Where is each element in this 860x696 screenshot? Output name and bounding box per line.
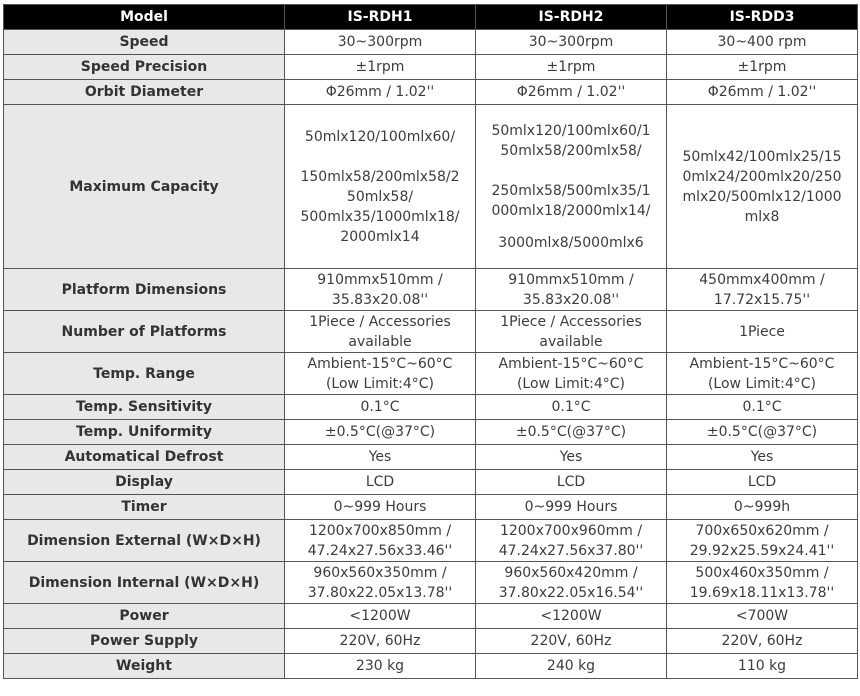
cell-rdd3: Φ26mm / 1.02'': [667, 80, 858, 105]
cell-line: 50mlx120/100mlx60/1: [491, 122, 651, 139]
row-timer: [4, 495, 858, 520]
cell-line: 3000mlx8/5000mlx6: [498, 234, 644, 251]
cell-rdh2: [476, 269, 667, 311]
cell-rdd3: 1Piece: [667, 311, 858, 353]
cell-rdh1: <1200W: [285, 604, 476, 629]
spec-table: [3, 4, 858, 679]
cell-rdh2: [476, 562, 667, 604]
cell-rdh2: LCD: [476, 470, 667, 495]
cell-line: 960x560x350mm /: [313, 564, 447, 581]
cell-rdh2: Yes: [476, 445, 667, 470]
row-label: Automatical Defrost: [4, 445, 285, 470]
row-speed-precision: [4, 55, 858, 80]
cell-line: 47.24x27.56x33.46'': [307, 542, 453, 559]
header-row: [4, 5, 858, 30]
cell-line: 000mlx18/2000mlx14/: [491, 202, 651, 219]
cell-line: (Low Limit:4°C): [707, 375, 817, 392]
cell-rdd3: ±1rpm: [667, 55, 858, 80]
cell-line: 250mlx58/500mlx35/1: [491, 182, 651, 199]
row-label: Platform Dimensions: [4, 269, 285, 311]
cell-line: 17.72x15.75'': [713, 291, 811, 308]
cell-rdh2: [476, 311, 667, 353]
cell-rdd3: [667, 562, 858, 604]
cell-line: 50mlx120/100mlx60/: [304, 128, 456, 145]
cell-line: mlx20/500mlx12/1000: [682, 188, 842, 205]
cell-line: 0mlx24/200mlx20/250: [682, 168, 842, 185]
row-temp-sensitivity: [4, 395, 858, 420]
cell-line: 450mmx400mm /: [699, 271, 825, 288]
cell-rdh1: [285, 105, 476, 269]
row-label: Temp. Range: [4, 353, 285, 395]
cell-rdh2: 0~999 Hours: [476, 495, 667, 520]
cell-rdh1: [285, 311, 476, 353]
row-automatical-defrost: [4, 445, 858, 470]
cell-rdh1: 0.1°C: [285, 395, 476, 420]
cell-line: 29.92x25.59x24.41'': [689, 542, 835, 559]
cell-rdh1: Φ26mm / 1.02'': [285, 80, 476, 105]
header-model-label: Model: [4, 5, 285, 30]
cell-line: available: [348, 333, 412, 350]
row-label: Number of Platforms: [4, 311, 285, 353]
row-speed: [4, 30, 858, 55]
cell-rdd3: Yes: [667, 445, 858, 470]
row-label: Temp. Sensitivity: [4, 395, 285, 420]
cell-rdd3: [667, 520, 858, 562]
header-model-rdh2: IS-RDH2: [476, 5, 667, 30]
row-label: Display: [4, 470, 285, 495]
row-label: Maximum Capacity: [4, 105, 285, 269]
cell-rdd3: 110 kg: [667, 654, 858, 679]
cell-rdd3: 30~400 rpm: [667, 30, 858, 55]
cell-rdh1: ±1rpm: [285, 55, 476, 80]
row-platform-dimensions: [4, 269, 858, 311]
row-orbit-diameter: [4, 80, 858, 105]
cell-rdh1: 230 kg: [285, 654, 476, 679]
cell-line: 47.24x27.56x37.80'': [498, 542, 644, 559]
row-label: Timer: [4, 495, 285, 520]
row-maximum-capacity: [4, 105, 858, 269]
row-temp-uniformity: [4, 420, 858, 445]
cell-line: 910mmx510mm /: [317, 271, 443, 288]
row-dimension-external: [4, 520, 858, 562]
cell-line: Ambient-15°C~60°C: [307, 355, 453, 372]
cell-line: 37.80x22.05x13.78'': [307, 584, 453, 601]
cell-rdh2: [476, 105, 667, 269]
cell-rdh2: 30~300rpm: [476, 30, 667, 55]
row-label: Speed Precision: [4, 55, 285, 80]
cell-line: Ambient-15°C~60°C: [689, 355, 835, 372]
row-label: Dimension Internal (W×D×H): [4, 562, 285, 604]
cell-line: 2000mlx14: [340, 228, 420, 245]
cell-line: 500mlx35/1000mlx18/: [300, 208, 460, 225]
header-model-rdh1: IS-RDH1: [285, 5, 476, 30]
cell-rdh1: [285, 520, 476, 562]
cell-rdd3: 220V, 60Hz: [667, 629, 858, 654]
cell-line: 700x650x620mm /: [695, 522, 829, 539]
row-power-supply: [4, 629, 858, 654]
cell-line: 1200x700x960mm /: [499, 522, 643, 539]
cell-line: 35.83x20.08'': [331, 291, 429, 308]
cell-line: (Low Limit:4°C): [516, 375, 626, 392]
cell-rdh1: ±0.5°C(@37°C): [285, 420, 476, 445]
row-label: Power Supply: [4, 629, 285, 654]
cell-rdh2: ±0.5°C(@37°C): [476, 420, 667, 445]
cell-rdh2: 220V, 60Hz: [476, 629, 667, 654]
cell-line: 50mlx58/200mlx58/: [500, 142, 642, 159]
cell-line: 35.83x20.08'': [522, 291, 620, 308]
cell-rdh1: [285, 562, 476, 604]
cell-rdd3: [667, 269, 858, 311]
cell-rdh2: Φ26mm / 1.02'': [476, 80, 667, 105]
cell-line: mlx8: [744, 208, 780, 225]
row-weight: [4, 654, 858, 679]
row-temp-range: [4, 353, 858, 395]
row-label: Temp. Uniformity: [4, 420, 285, 445]
cell-line: available: [539, 333, 603, 350]
cell-rdh1: [285, 269, 476, 311]
cell-rdh1: 220V, 60Hz: [285, 629, 476, 654]
header-model-rdd3: IS-RDD3: [667, 5, 858, 30]
cell-rdh2: 0.1°C: [476, 395, 667, 420]
cell-rdh2: [476, 520, 667, 562]
row-label: Power: [4, 604, 285, 629]
cell-line: 50mlx42/100mlx25/15: [682, 148, 842, 165]
cell-line: 150mlx58/200mlx58/2: [300, 168, 460, 185]
cell-rdd3: 0.1°C: [667, 395, 858, 420]
cell-rdh2: [476, 353, 667, 395]
cell-rdh2: 240 kg: [476, 654, 667, 679]
row-label: Orbit Diameter: [4, 80, 285, 105]
cell-rdd3: [667, 353, 858, 395]
cell-line: 910mmx510mm /: [508, 271, 634, 288]
cell-rdh1: 30~300rpm: [285, 30, 476, 55]
cell-line: 19.69x18.11x13.78'': [689, 584, 835, 601]
cell-line: 37.80x22.05x16.54'': [498, 584, 644, 601]
cell-rdh1: 0~999 Hours: [285, 495, 476, 520]
row-display: [4, 470, 858, 495]
cell-line: 1Piece / Accessories: [500, 313, 642, 330]
cell-rdd3: ±0.5°C(@37°C): [667, 420, 858, 445]
row-label: Dimension External (W×D×H): [4, 520, 285, 562]
cell-line: 50mlx58/: [346, 188, 414, 205]
row-dimension-internal: [4, 562, 858, 604]
cell-rdh2: ±1rpm: [476, 55, 667, 80]
cell-rdh1: Yes: [285, 445, 476, 470]
cell-line: 960x560x420mm /: [504, 564, 638, 581]
cell-rdh1: LCD: [285, 470, 476, 495]
cell-rdd3: [667, 105, 858, 269]
cell-line: 1Piece / Accessories: [309, 313, 451, 330]
row-label: Weight: [4, 654, 285, 679]
cell-rdd3: LCD: [667, 470, 858, 495]
row-power: [4, 604, 858, 629]
cell-line: (Low Limit:4°C): [325, 375, 435, 392]
row-number-of-platforms: [4, 311, 858, 353]
cell-line: 500x460x350mm /: [695, 564, 829, 581]
cell-rdd3: 0~999h: [667, 495, 858, 520]
cell-line: Ambient-15°C~60°C: [498, 355, 644, 372]
cell-line: 1200x700x850mm /: [308, 522, 452, 539]
cell-rdh1: [285, 353, 476, 395]
cell-rdd3: <700W: [667, 604, 858, 629]
cell-rdh2: <1200W: [476, 604, 667, 629]
row-label: Speed: [4, 30, 285, 55]
